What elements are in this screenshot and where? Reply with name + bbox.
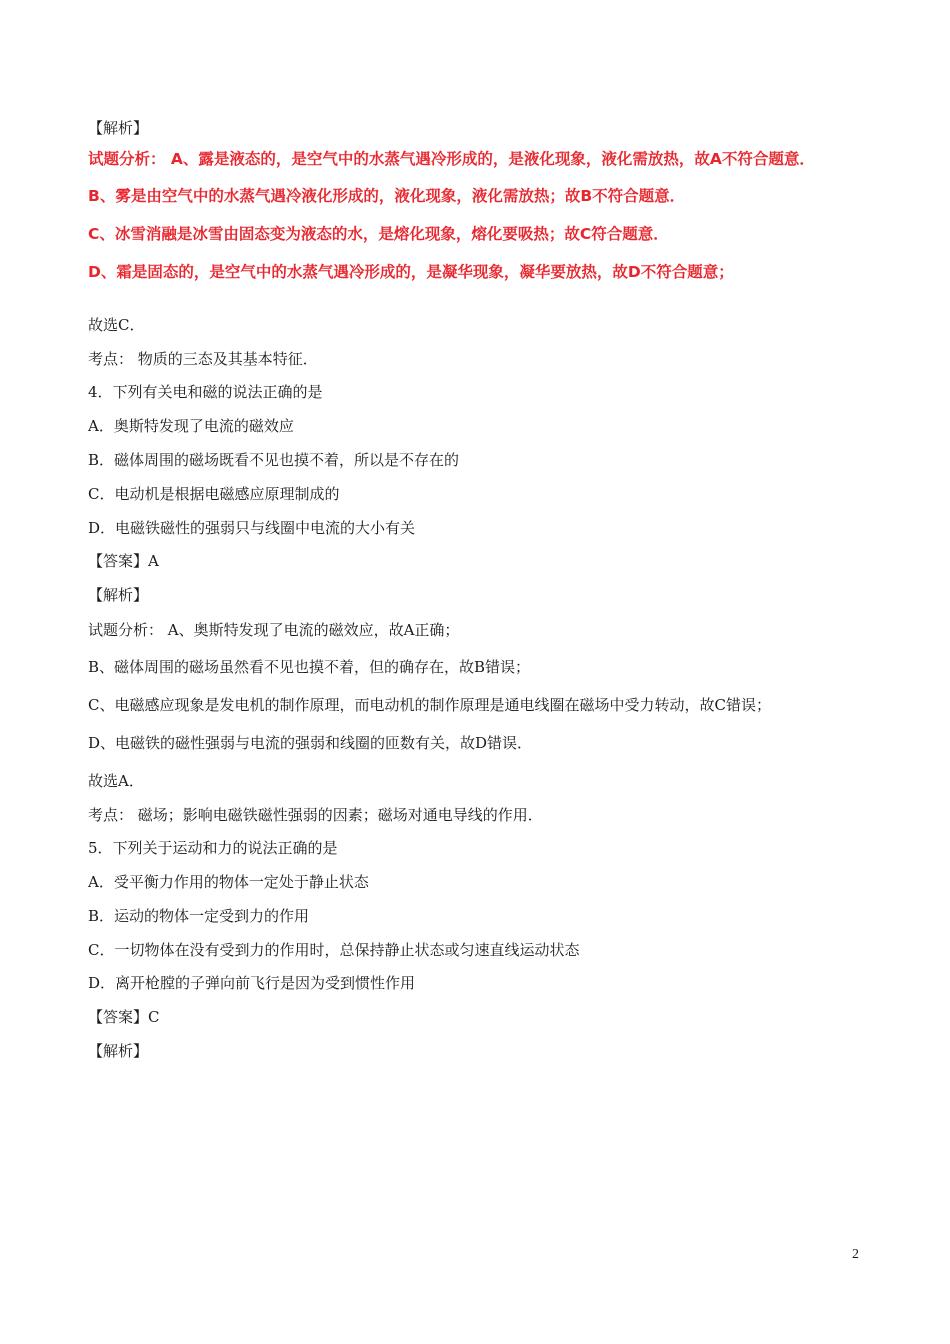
- question-4-topic: 考点： 磁场；影响电磁铁磁性强弱的因素；磁场对通电导线的作用．: [88, 806, 543, 824]
- question-4-option-b: B．磁体周围的磁场既看不见也摸不着，所以是不存在的: [88, 451, 460, 469]
- question-5-option-b: B．运动的物体一定受到力的作用: [88, 907, 310, 925]
- red-analysis-line-c: C、冰雪消融是冰雪由固态变为液态的水，是熔化现象，熔化要吸热；故C符合题意．: [88, 225, 669, 243]
- analysis-label-top: 【解析】: [88, 119, 149, 137]
- red-analysis-line-d: D、霜是固态的，是空气中的水蒸气遇冷形成的，是凝华现象，凝华要放热，故D不符合题意；: [88, 263, 734, 281]
- question-4-analysis-label: 【解析】: [88, 586, 149, 604]
- question-5-option-c: C．一切物体在没有受到力的作用时，总保持静止状态或匀速直线运动状态: [88, 941, 580, 959]
- topic-top: 考点： 物质的三态及其基本特征．: [88, 350, 318, 368]
- question-4-choice: 故选A．: [88, 772, 144, 790]
- question-4-option-c: C．电动机是根据电磁感应原理制成的: [88, 485, 340, 503]
- question-4-analysis-line-b: B、磁体周围的磁场虽然看不见也摸不着，但的确存在，故B错误；: [88, 658, 531, 676]
- question-4-option-d: D．电磁铁磁性的强弱只与线圈中电流的大小有关: [88, 519, 416, 537]
- question-5-stem: 5．下列关于运动和力的说法正确的是: [88, 839, 338, 857]
- question-4-stem: 4．下列有关电和磁的说法正确的是: [88, 383, 323, 401]
- question-5-option-a: A．受平衡力作用的物体一定处于静止状态: [88, 873, 369, 891]
- choice-top: 故选C．: [88, 316, 145, 334]
- page-number: 2: [852, 1247, 859, 1262]
- question-5-answer: 【答案】C: [88, 1008, 160, 1026]
- question-4-option-a: A．奥斯特发现了电流的磁效应: [88, 417, 294, 435]
- red-analysis-line-a: 试题分析： A、露是液态的，是空气中的水蒸气遇冷形成的，是液化现象，液化需放热，故A不符合题意．: [88, 150, 815, 168]
- question-4-answer: 【答案】A: [88, 552, 159, 570]
- red-analysis-line-b: B、雾是由空气中的水蒸气遇冷液化形成的，液化现象，液化需放热；故B不符合题意．: [88, 187, 686, 205]
- question-5-analysis-label: 【解析】: [88, 1042, 149, 1060]
- question-4-analysis-line-c: C、电磁感应现象是发电机的制作原理，而电动机的制作原理是通电线圈在磁场中受力转动，故C错误；: [88, 696, 771, 714]
- question-4-analysis-line-a: 试题分析： A、奥斯特发现了电流的磁效应，故A正确；: [88, 621, 460, 639]
- question-5-option-d: D．离开枪膛的子弹向前飞行是因为受到惯性作用: [88, 974, 416, 992]
- question-4-analysis-line-d: D、电磁铁的磁性强弱与电流的强弱和线圈的匝数有关，故D错误．: [88, 734, 533, 752]
